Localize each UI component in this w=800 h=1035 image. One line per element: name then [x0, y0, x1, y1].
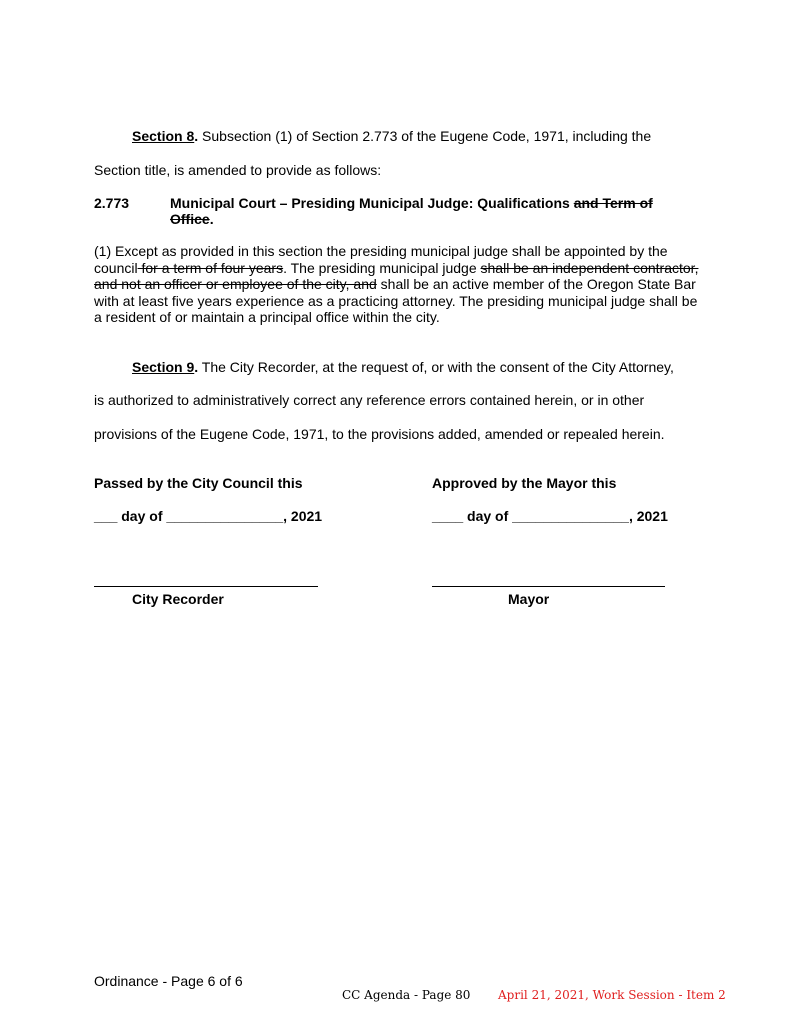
agenda-page: CC Agenda - Page 80 [342, 988, 471, 1002]
passed-label: Passed by the City Council this [94, 475, 303, 491]
section-8-line-1: Section 8. Subsection (1) of Section 2.773 of the Eugene Code, 1971, including the [132, 128, 652, 144]
section-9-line-1: Section 9. The City Recorder, at the request of, or with the consent of the City Attorney, [132, 359, 674, 375]
mayor-label: Mayor [508, 591, 550, 607]
mayor-signature-line [432, 586, 665, 587]
section-9-heading: Section 9 [132, 359, 195, 375]
section-9-line-3: provisions of the Eugene Code, 1971, to the provisions added, amended or repealed herein. [94, 426, 665, 442]
section-8-line-2: Section title, is amended to provide as follows: [94, 162, 382, 178]
work-session-label: April 21, 2021, Work Session - Item 2 [498, 988, 726, 1002]
subsection-1-paragraph: (1) Except as provided in this section the presiding municipal judge shall be appointed by the council for a term of four years. The presiding municipal judge shall be an independent contractor, and not an officer or employee of the city, and shall be an active member of the Oregon State Bar with at least five years experience as a practicing attorney. The presiding municipal judge shall be a resident of or maintain a principal office within the city. [94, 243, 699, 325]
approved-label: Approved by the Mayor this [432, 475, 617, 491]
city-recorder-label: City Recorder [132, 591, 224, 607]
code-number: 2.773 [94, 195, 130, 211]
section-8-heading: Section 8 [132, 128, 195, 144]
page-number: Ordinance - Page 6 of 6 [94, 973, 243, 989]
code-title: Municipal Court – Presiding Municipal Judge: Qualifications and Term of Office. [170, 195, 653, 227]
recorder-signature-line [94, 586, 318, 587]
approved-date: ____ day of _______________, 2021 [432, 508, 668, 524]
section-9-line-2: is authorized to administratively correct any reference errors contained herein, or in other [94, 392, 645, 408]
passed-date: ___ day of _______________, 2021 [94, 508, 323, 524]
